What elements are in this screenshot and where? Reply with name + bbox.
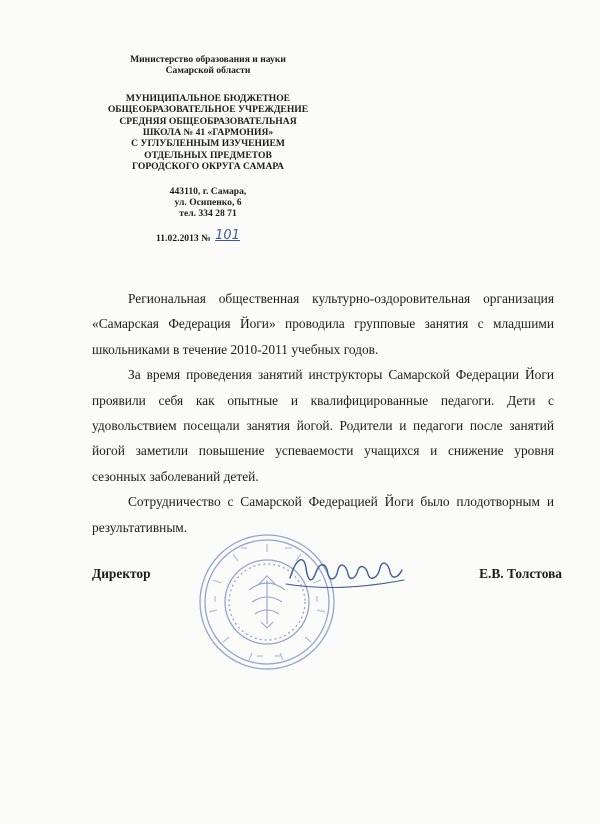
ministry-block (88, 54, 328, 77)
letter-date: 11.02.2013 № (156, 232, 211, 244)
school-name-line: ГОРОДСКОГО ОКРУГА САМАРА (132, 161, 284, 173)
address-line: 443110, г. Самара, (169, 185, 247, 197)
school-name-line: ОТДЕЛЬНЫХ ПРЕДМЕТОВ (144, 149, 272, 161)
phone-line: тел. 334 28 71 (179, 208, 237, 220)
school-name-line: СРЕДНЯЯ ОБЩЕОБРАЗОВАТЕЛЬНАЯ (119, 115, 297, 127)
school-name-line: ОБЩЕОБРАЗОВАТЕЛЬНОЕ УЧРЕЖДЕНИЕ (107, 104, 309, 116)
ministry-line: Министерство образования и науки (130, 54, 286, 65)
school-name-line: ШКОЛА № 41 «ГАРМОНИЯ» (142, 127, 274, 139)
school-name-line: МУНИЦИПАЛЬНОЕ БЮДЖЕТНОЕ (125, 92, 291, 104)
body-paragraph: За время проведения занятий инструкторы Самарской Федерации Йоги проявили себя как опытные и квалифицированные педагоги. Дети с удовольствием посещали занятия йогой. Родители и педагоги после занятий йогой заметили повышение успеваемости учащихся и снижение уровня сезонных заболеваний детей. (92, 367, 554, 484)
body-paragraph: Сотрудничество с Самарской Федерацией Йоги было плодотворным и результативным. (92, 494, 554, 535)
letterhead (88, 54, 328, 245)
signer-name: Е.В. Толстова (479, 566, 562, 581)
school-name-line: С УГЛУБЛЕННЫМ ИЗУЧЕНИЕМ (131, 138, 285, 150)
address-block (88, 186, 328, 220)
body-paragraph: Региональная общественная культурно-оздоровительная организация «Самарская Федерация Йоги» проводила групповые занятия с младшими школьниками в течение 2010-2011 учебных годов. (92, 291, 554, 357)
signature-row (92, 566, 562, 596)
date-ref-line (78, 227, 318, 245)
school-name-block (88, 93, 328, 173)
address-line: ул. Осипенко, 6 (174, 197, 242, 209)
handwritten-ref-number: 101 (215, 227, 240, 243)
ministry-line: Самарской области (165, 65, 251, 77)
signer-title: Директор (92, 566, 151, 581)
letter-body (92, 286, 554, 540)
